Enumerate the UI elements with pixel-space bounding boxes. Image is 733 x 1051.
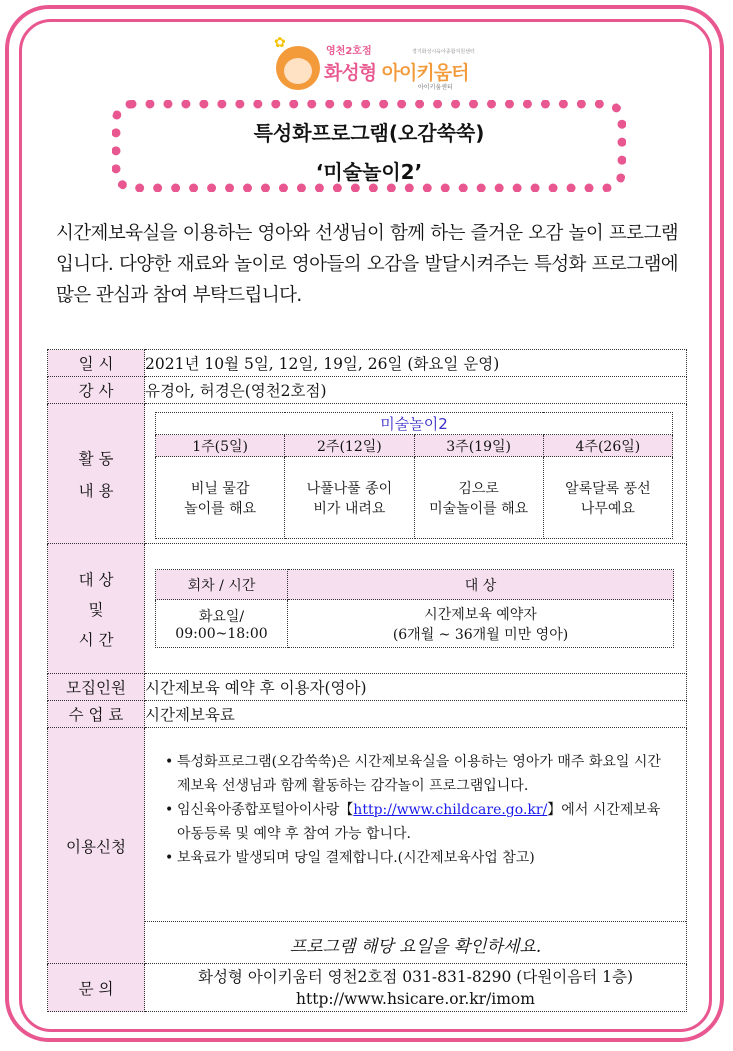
label-activity-2: 내 용 — [78, 481, 114, 500]
target-table — [155, 569, 674, 648]
week-1-content — [156, 457, 285, 539]
value-teacher: 유경아, 허경은(영천2호점) — [145, 377, 687, 404]
label-teacher: 강 사 — [48, 377, 145, 404]
apply-bullet-3: • 보육료가 발생되며 당일 결제합니다.(시간제보육사업 참고) — [165, 846, 672, 870]
week-3-line-2: 미술놀이를 해요 — [429, 500, 529, 517]
week-3-line-1: 김으로 — [458, 480, 499, 497]
target-head-target: 대 상 — [288, 570, 674, 600]
target-group — [288, 600, 674, 648]
logo-name — [324, 58, 468, 85]
value-fee: 시간제보육료 — [145, 701, 687, 728]
target-time — [156, 600, 288, 648]
logo-branch: 영천2호점 — [326, 46, 372, 57]
week-2-line-2: 비가 내려요 — [313, 500, 386, 517]
target-group-1: 시간제보육 예약자 — [424, 606, 537, 623]
week-3-content — [414, 457, 543, 539]
week-4-line-2: 나무예요 — [580, 500, 635, 517]
apply-bullet-2 — [165, 798, 672, 846]
label-recruit: 모집인원 — [48, 674, 145, 701]
apply-bullet-1: • 특성화프로그램(오감쑥쑥)은 시간제보육실을 이용하는 영아가 매주 화요일 시간제보육 선생님과 함께 활동하는 감각놀이 프로그램입니다. — [165, 750, 672, 798]
activity-table — [155, 412, 673, 539]
target-time-1: 화요일/ — [198, 608, 245, 625]
label-fee: 수 업 료 — [48, 701, 145, 728]
label-target-2: 및 — [88, 600, 104, 619]
label-target-1: 대 상 — [78, 570, 114, 589]
program-info-table — [47, 349, 687, 1012]
label-activity-1: 활 동 — [78, 449, 114, 468]
label-date: 일 시 — [48, 350, 145, 377]
row-apply — [48, 728, 687, 964]
week-3-header: 3주(19일) — [414, 435, 543, 457]
row-target — [48, 544, 687, 674]
logo — [272, 36, 492, 98]
week-4-line-1: 알록달록 풍선 — [565, 480, 651, 497]
title-box — [112, 100, 626, 192]
logo-org: 경기화성시육아종합지원센터 — [412, 49, 475, 55]
value-recruit: 시간제보육 예약 후 이용자(영아) — [145, 674, 687, 701]
target-group-2: (6개월 ~ 36개월 미만 영아) — [392, 626, 569, 643]
row-recruit — [48, 674, 687, 701]
activity-program-title: 미술놀이2 — [156, 413, 673, 435]
label-apply: 이용신청 — [48, 728, 145, 964]
label-target-3: 시 간 — [78, 630, 114, 649]
label-contact: 문 의 — [48, 964, 145, 1012]
logo-face-icon — [276, 46, 320, 90]
week-1-line-1: 비닐 물감 — [190, 480, 250, 497]
week-4-header: 4주(26일) — [543, 435, 672, 457]
week-2-content — [285, 457, 414, 539]
childcare-link[interactable]: http://www.childcare.go.kr/ — [353, 802, 548, 818]
logo-name-1: 화성형 — [324, 62, 377, 84]
row-activity — [48, 404, 687, 544]
title-line-1: 특성화프로그램(오감쑥쑥) — [253, 121, 485, 145]
contact-cell — [145, 964, 687, 1012]
activity-cell — [145, 404, 687, 544]
week-2-header: 2주(12일) — [285, 435, 414, 457]
apply-cell — [145, 728, 687, 964]
row-fee — [48, 701, 687, 728]
apply-bullet-2-pre: 임신육아종합포털아이사랑【 — [177, 802, 354, 818]
logo-name-2: 아이키움터 — [381, 62, 469, 84]
row-contact — [48, 964, 687, 1012]
target-head-time: 회차 / 시간 — [156, 570, 288, 600]
value-date: 2021년 10월 5일, 12일, 19일, 26일 (화요일 운영) — [145, 350, 687, 377]
apply-bullet-2-post: 】에서 시간제보육 아동등록 및 예약 후 참여 가능 합니다. — [177, 802, 661, 842]
contact-url[interactable]: http://www.hsicare.or.kr/imom — [296, 989, 535, 1008]
label-activity — [48, 404, 145, 544]
row-teacher — [48, 377, 687, 404]
intro-paragraph: 시간제보육실을 이용하는 영아와 선생님이 함께 하는 즐거운 오감 놀이 프로그램입니다. 다양한 재료와 놀이로 영아들의 오감을 발달시켜주는 특성화 프로그램에 많은 관심과 참여 부탁드립니다. — [56, 223, 678, 306]
row-date — [48, 350, 687, 377]
week-1-line-2: 놀이를 해요 — [184, 500, 257, 517]
week-4-content — [543, 457, 672, 539]
contact-line-1: 화성형 아이키움터 영천2호점 031-831-8290 (다원이음터 1층) — [197, 967, 634, 986]
logo-sub: 아이키움센터 — [418, 84, 453, 91]
target-time-2: 09:00~18:00 — [175, 625, 268, 642]
week-1-header: 1주(5일) — [156, 435, 285, 457]
target-cell — [145, 544, 687, 674]
week-2-line-1: 나풀나풀 종이 — [306, 480, 393, 497]
logo-flower-icon: ✿ — [274, 35, 286, 51]
title-line-2: ‘미술놀이2’ — [315, 160, 423, 184]
apply-list — [145, 750, 672, 870]
label-target — [48, 544, 145, 674]
apply-note: 프로그램 해당 요일을 확인하세요. — [289, 937, 542, 957]
